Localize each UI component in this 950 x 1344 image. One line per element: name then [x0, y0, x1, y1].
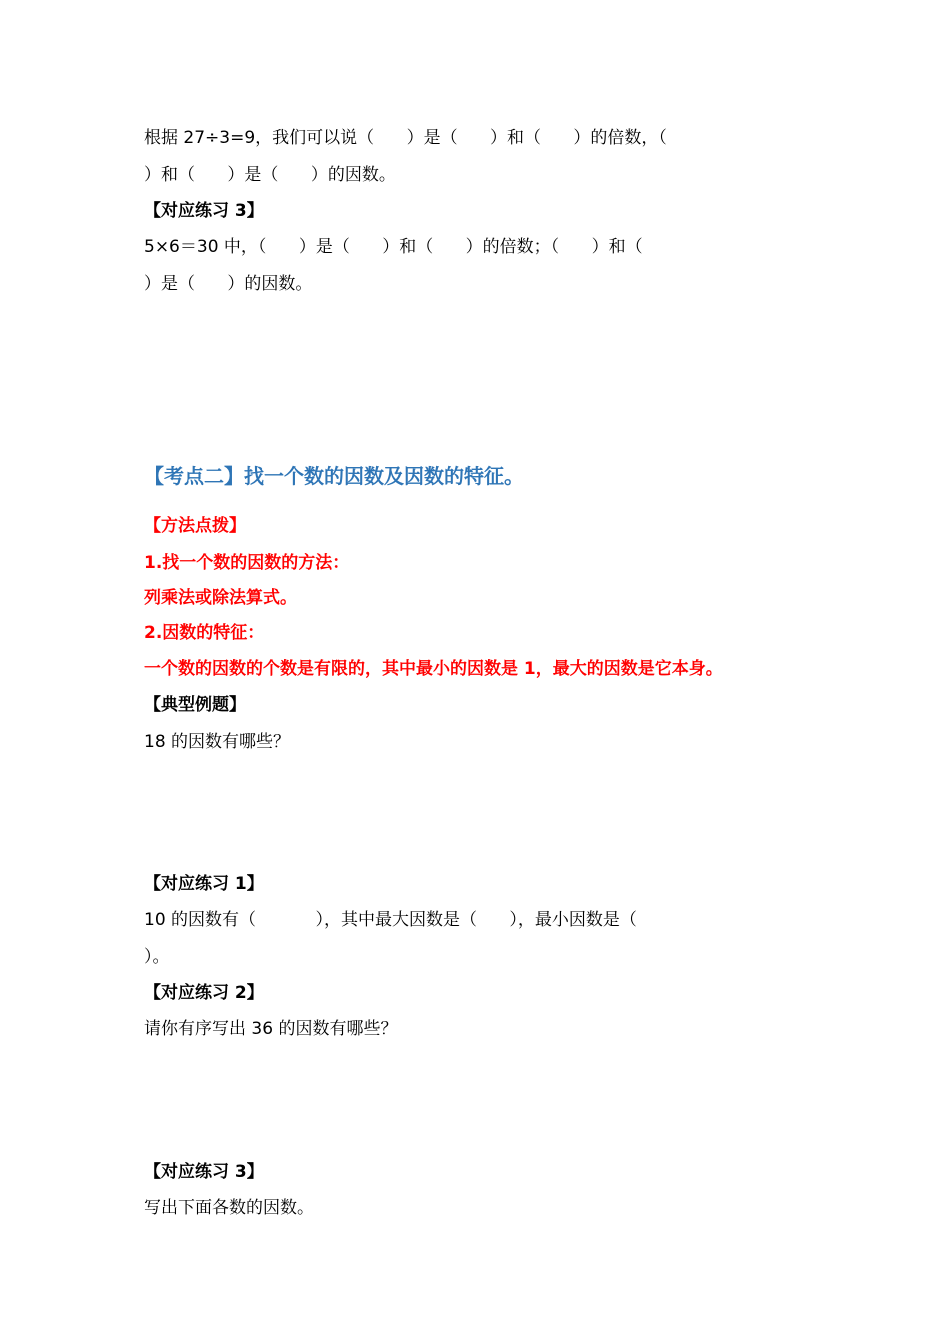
question-text-line-1: 根据 27÷3=9，我们可以说（ ）是（ ）和（ ）的倍数，（ [144, 128, 667, 148]
practice-3b-question: 写出下面各数的因数。 [144, 1198, 314, 1218]
method-item-2: 2.因数的特征： [144, 623, 265, 643]
practice-3-text-line-2: ）是（ ）的因数。 [144, 274, 313, 294]
method-item-1-detail: 列乘法或除法算式。 [144, 588, 297, 608]
example-question: 18 的因数有哪些？ [144, 732, 291, 752]
example-label: 【典型例题】 [144, 695, 246, 715]
practice-2-label: 【对应练习 2】 [144, 983, 264, 1003]
practice-1-label: 【对应练习 1】 [144, 874, 264, 894]
method-item-2-detail: 一个数的因数的个数是有限的，其中最小的因数是 1，最大的因数是它本身。 [144, 659, 723, 679]
practice-3-label: 【对应练习 3】 [144, 201, 264, 221]
practice-3b-label: 【对应练习 3】 [144, 1162, 264, 1182]
practice-1-text-line-1: 10 的因数有（ ），其中最大因数是（ ），最小因数是（ [144, 910, 637, 930]
practice-1-text-line-2: ）。 [144, 947, 170, 967]
method-label: 【方法点拨】 [144, 516, 246, 536]
method-item-1: 1.找一个数的因数的方法： [144, 553, 350, 573]
section-heading: 【考点二】找一个数的因数及因数的特征。 [144, 464, 524, 488]
practice-2-question: 请你有序写出 36 的因数有哪些？ [144, 1019, 398, 1039]
practice-3-text-line-1: 5×6＝30 中，（ ）是（ ）和（ ）的倍数；（ ）和（ [144, 237, 643, 257]
question-text-line-2: ）和（ ）是（ ）的因数。 [144, 165, 396, 185]
